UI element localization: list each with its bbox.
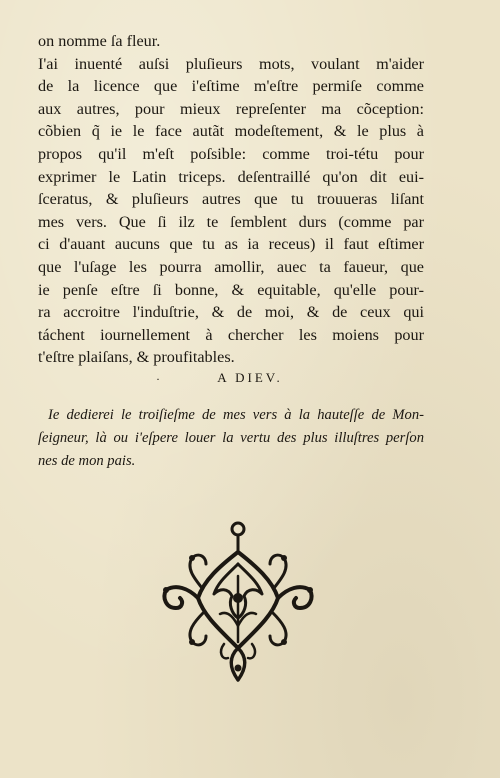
text-line: cõbien q̃ ie le face autãt modeſtement, & le plus à: [38, 122, 424, 141]
text-line: ſceratus, & pluſieurs autres que tu trouueras liſant: [38, 190, 424, 209]
body-text: [38, 30, 424, 369]
text-line: aux autres, pour mieux repreſenter ma cõception:: [38, 99, 424, 118]
note-line: nes de mon pais.: [38, 452, 136, 469]
text-line: táchent iournellement à chercher les moiens pour: [38, 325, 424, 344]
text-line: t'eſtre plaiſans, & proufitables.: [38, 348, 235, 367]
text-line: mes vers. Que ſi ilz te ſemblent durs (comme par: [38, 212, 424, 231]
note-line: Ie dedierei le troiſieſme de mes vers à la hauteſſe de Mon-: [48, 407, 424, 423]
dedication-note: [38, 404, 424, 472]
text-line: on nomme ſa fleur.: [38, 32, 161, 50]
ornament-fleuron-icon: [158, 518, 318, 688]
text-line: ci d'auant aucuns que tu as ia receus) il faut eſtimer: [38, 235, 424, 254]
text-line: que l'uſage les pourra amollir, auec ta faueur, que: [38, 257, 424, 276]
heading-dot: ·: [156, 372, 163, 386]
section-heading: [0, 370, 500, 386]
note-line: ſeigneur, là ou i'eſpere louer la vertu des plus illuſtres perſon: [38, 429, 424, 446]
text-line: I'ai inuenté auſsi pluſieurs mots, voulant m'aider: [38, 54, 424, 73]
text-line: ie penſe eſtre ſi bonne, & equitable, qu'elle pour-: [38, 280, 424, 299]
heading-text: A DIEV.: [217, 370, 283, 385]
text-line: exprimer le Latin triceps. deſentraillé qu'on dit eui-: [38, 167, 424, 186]
text-line: ra accroitre l'induſtrie, & de moi, & de ceux qui: [38, 303, 424, 322]
text-line: de la licence que i'eſtime m'eſtre permiſe comme: [38, 77, 424, 96]
text-line: propos qu'il m'eſt poſsible: comme troi-tétu pour: [38, 144, 424, 163]
